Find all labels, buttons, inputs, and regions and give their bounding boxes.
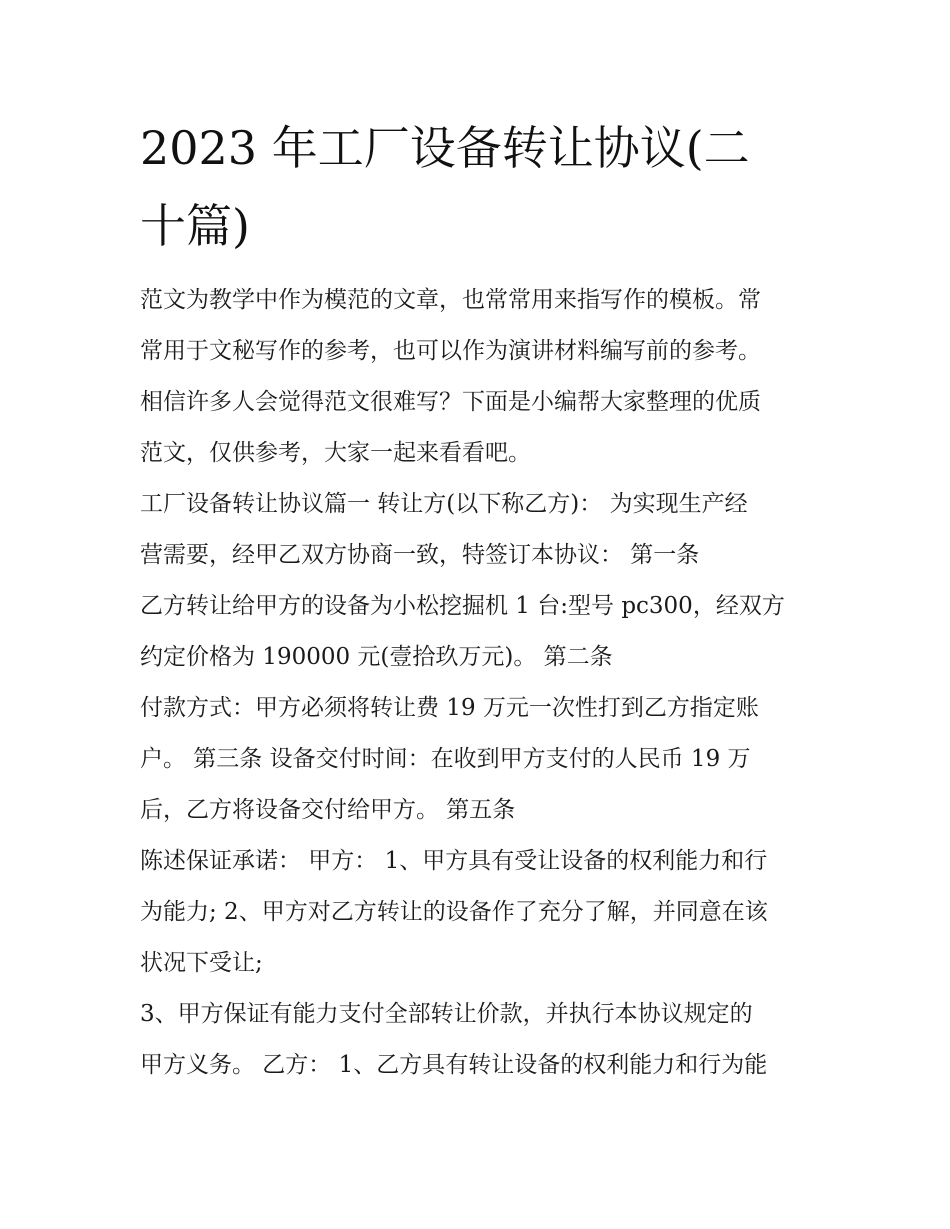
paragraph-line: 范文为教学中作为模范的文章，也常常用来指写作的模板。常 [140, 287, 761, 313]
paragraph-line: 付款方式：甲方必须将转让费 19 万元一次性打到乙方指定账 [140, 695, 759, 721]
paragraph-line: 工厂设备转让协议篇一 转让方(以下称乙方)： 为实现生产经 [140, 491, 748, 517]
paragraph-line: 常用于文秘写作的参考，也可以作为演讲材料编写前的参考。 [140, 338, 761, 364]
paragraph-line: 甲方义务。 乙方： 1、乙方具有转让设备的权利能力和行为能 [140, 1052, 768, 1078]
paragraph-line: 陈述保证承诺： 甲方： 1、甲方具有受让设备的权利能力和行 [140, 848, 768, 874]
paragraph-line: 相信许多人会觉得范文很难写？下面是小编帮大家整理的优质 [140, 389, 761, 415]
document-title-line-2: 十篇) [140, 199, 250, 253]
paragraph-line: 约定价格为 190000 元(壹拾玖万元)。 第二条 [140, 644, 613, 670]
paragraph-line: 为能力; 2、甲方对乙方转让的设备作了充分了解，并同意在该 [140, 899, 768, 925]
paragraph-line: 乙方转让给甲方的设备为小松挖掘机 1 台:型号 pc300，经双方 [140, 593, 785, 619]
document-title-line-1: 2023 年工厂设备转让协议(二 [140, 121, 750, 175]
paragraph-line: 状况下受让; [140, 950, 263, 976]
paragraph-line: 范文，仅供参考，大家一起来看看吧。 [140, 440, 531, 466]
paragraph-line: 户。 第三条 设备交付时间：在收到甲方支付的人民币 19 万 [140, 746, 751, 772]
paragraph-line: 后，乙方将设备交付给甲方。 第五条 [140, 797, 516, 823]
paragraph-line: 3、甲方保证有能力支付全部转让价款，并执行本协议规定的 [140, 1001, 753, 1027]
paragraph-line: 营需要，经甲乙双方协商一致，特签订本协议： 第一条 [140, 542, 700, 568]
